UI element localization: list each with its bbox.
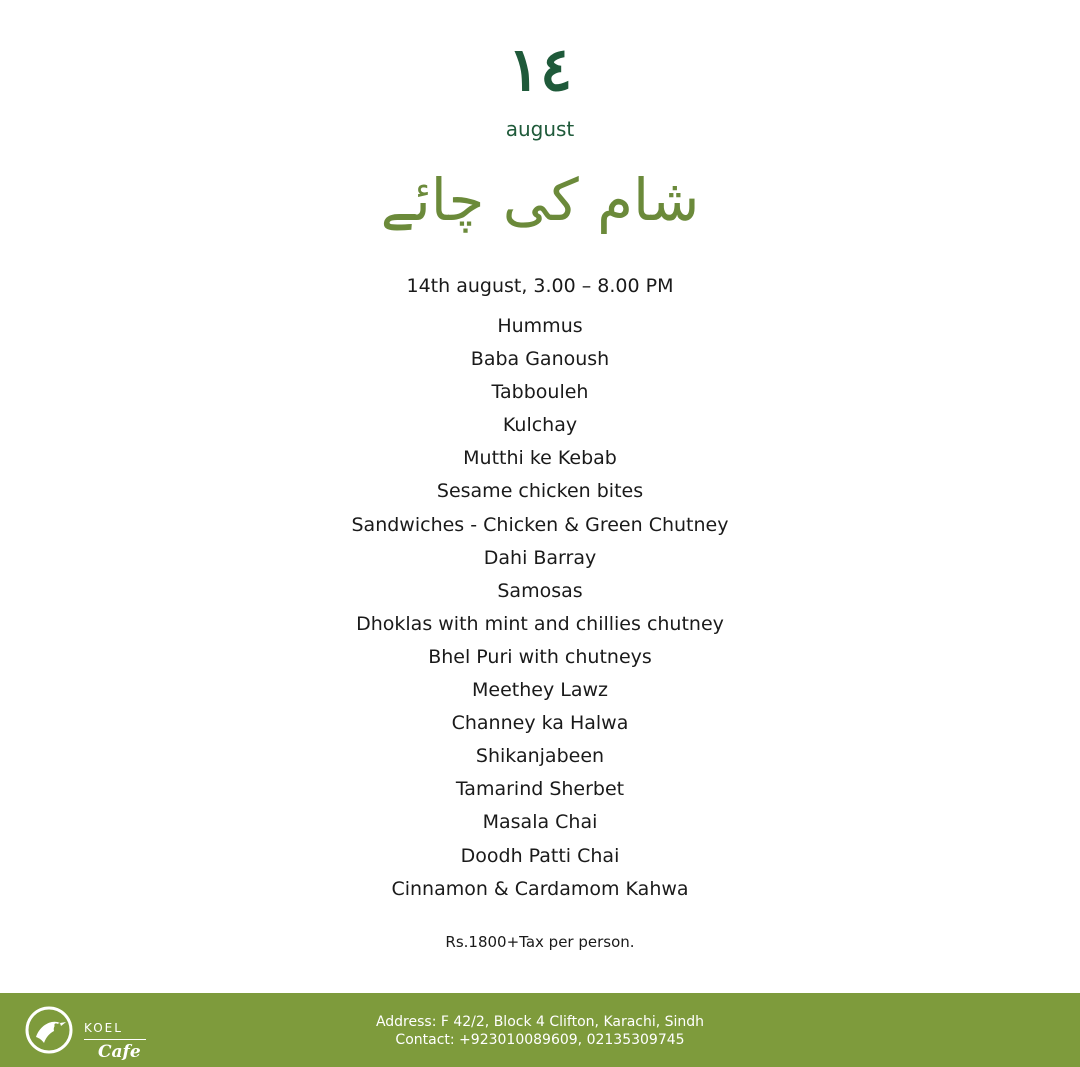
footer-contact: Contact: +923010089609, 02135309745 bbox=[395, 1032, 685, 1048]
price-note: Rs.1800+Tax per person. bbox=[445, 933, 635, 951]
menu-item: Kulchay bbox=[502, 414, 578, 437]
event-title-urdu: شام کی چائے bbox=[380, 166, 700, 234]
footer-address: Address: F 42/2, Block 4 Clifton, Karachi, Sindh bbox=[375, 1014, 705, 1030]
menu-item: Shikanjabeen bbox=[475, 745, 605, 768]
date-month: august bbox=[505, 117, 575, 141]
menu-item: Sesame chicken bites bbox=[436, 480, 644, 503]
menu-item: Tamarind Sherbet bbox=[455, 778, 625, 801]
menu-item: Dhoklas with mint and chillies chutney bbox=[356, 612, 724, 635]
menu-item: Mutthi ke Kebab bbox=[463, 447, 617, 470]
menu-item: Bhel Puri with chutneys bbox=[428, 645, 652, 668]
footer-info bbox=[0, 1013, 1080, 1049]
logo-subtitle: Cafe bbox=[98, 1042, 141, 1062]
menu-item: Channey ka Halwa bbox=[451, 712, 629, 735]
menu-item: Baba Ganoush bbox=[470, 348, 610, 371]
footer-bar bbox=[0, 993, 1080, 1067]
menu-list bbox=[0, 310, 1080, 906]
menu-item: Sandwiches - Chicken & Green Chutney bbox=[351, 513, 729, 536]
menu-item: Masala Chai bbox=[482, 811, 598, 834]
menu-item: Samosas bbox=[497, 579, 583, 602]
date-number: ١٤ bbox=[507, 35, 573, 105]
logo-name: KOEL bbox=[84, 1021, 123, 1035]
menu-item: Hummus bbox=[497, 315, 583, 337]
menu-item: Doodh Patti Chai bbox=[460, 844, 620, 867]
menu-item: Cinnamon & Cardamom Kahwa bbox=[391, 877, 689, 900]
menu-item: Meethey Lawz bbox=[472, 679, 608, 702]
event-time: 14th august, 3.00 – 8.00 PM bbox=[406, 275, 674, 297]
menu-item: Tabbouleh bbox=[491, 381, 589, 404]
menu-item: Dahi Barray bbox=[483, 546, 597, 569]
